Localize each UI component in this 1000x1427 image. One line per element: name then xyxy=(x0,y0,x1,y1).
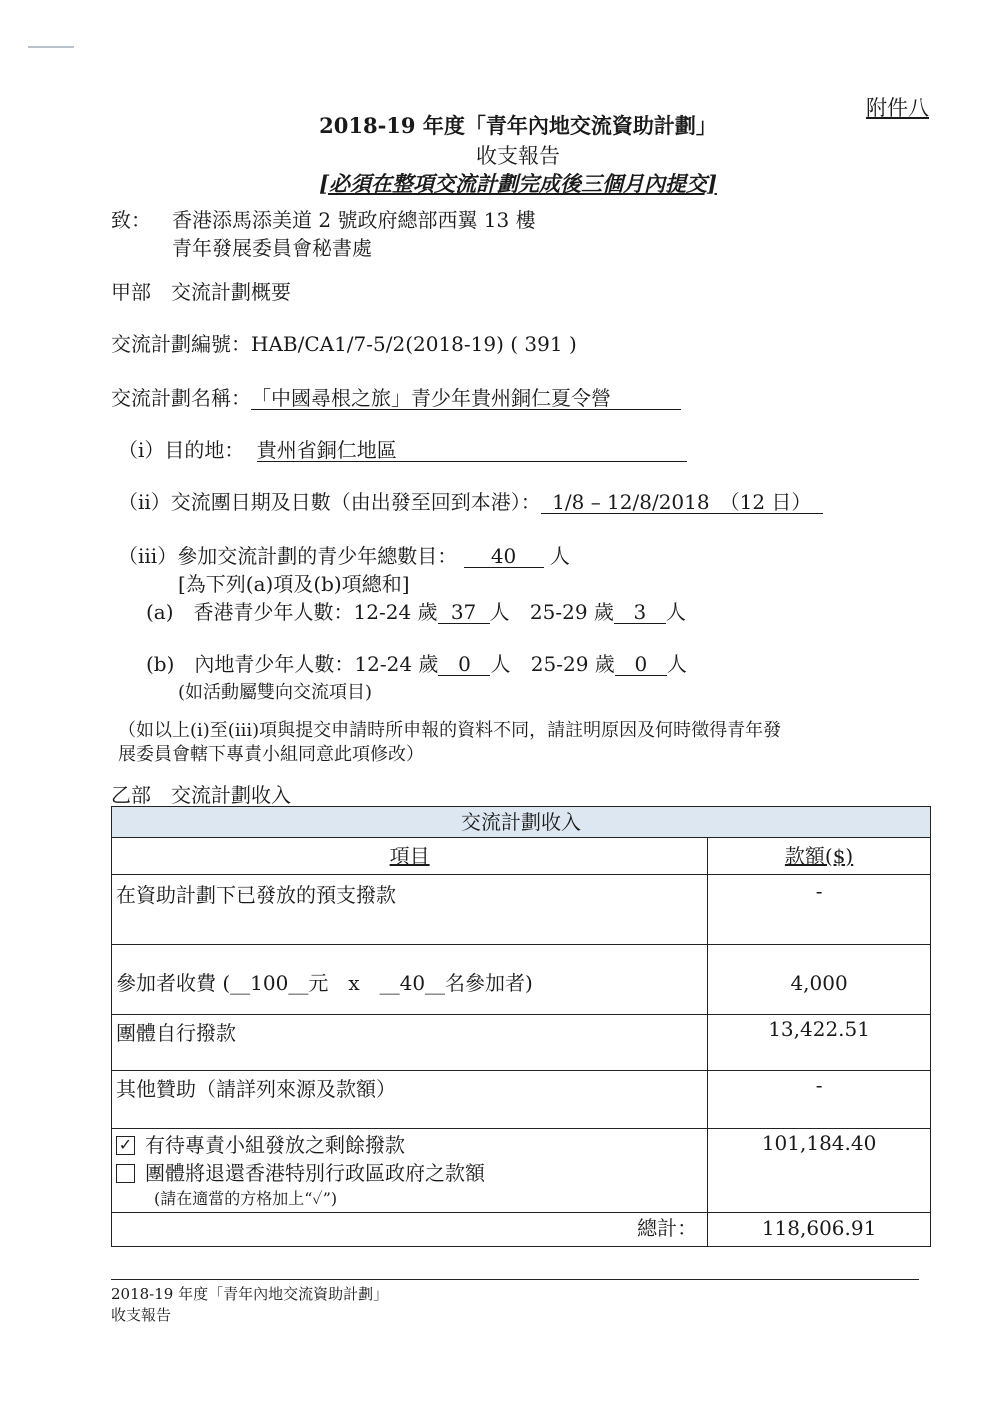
checkbox-remaining-grant-label: 有待專責小組發放之剩餘撥款 xyxy=(145,1133,405,1157)
total-participants-row xyxy=(118,540,570,569)
table-row xyxy=(112,875,931,945)
ml-age-1224-label: 12-24 歲 xyxy=(354,652,439,676)
total-participants-label: （iii）參加交流計劃的青少年總數目： xyxy=(118,544,458,568)
destination-row xyxy=(118,434,687,463)
destination-label: （i）目的地： xyxy=(118,438,245,462)
hk-age-2529-value: 3 xyxy=(614,601,666,624)
row-item-other-sponsorship: 其他贊助（請詳列來源及款額） xyxy=(112,1071,708,1129)
hk-youth-row xyxy=(146,596,686,625)
document-subtitle: 收支報告 xyxy=(476,144,560,168)
submission-deadline-note: [必須在整項交流計劃完成後三個月內提交] xyxy=(319,171,717,196)
checkbox-refund-label: 團體將退還香港特別行政區政府之款額 xyxy=(145,1161,485,1185)
total-label: 總計： xyxy=(112,1213,708,1247)
part-a-heading: 甲部 交流計劃概要 xyxy=(111,280,291,304)
row-item-advance: 在資助計劃下已發放的預支撥款 xyxy=(112,875,708,945)
addressee-label: 致： xyxy=(111,208,151,232)
dates-value: 1/8 – 12/8/2018 （12 日） xyxy=(541,491,823,514)
income-table-title: 交流計劃收入 xyxy=(112,807,931,838)
checkbox-hint: (請在適當的方格加上“✓”) xyxy=(154,1189,338,1208)
total-participants-value: 40 xyxy=(464,545,544,568)
part-b-heading: 乙部 交流計劃收入 xyxy=(111,783,291,807)
hk-age-1224-value: 37 xyxy=(438,601,490,624)
income-table xyxy=(111,806,931,1247)
footer-line2: 收支報告 xyxy=(111,1306,172,1324)
project-ref-value: HAB/CA1/7-5/2(2018-19) ( 391 ) xyxy=(251,332,577,356)
ml-age-1224-value: 0 xyxy=(438,653,490,676)
row-amount-self-funding: 13,422.51 xyxy=(708,1015,931,1071)
mainland-youth-label: (b) 內地青少年人數： xyxy=(146,652,355,676)
hk-youth-label: (a) 香港青少年人數： xyxy=(146,600,354,624)
table-row xyxy=(112,1071,931,1129)
row-amount-balance: 101,184.40 xyxy=(708,1129,931,1213)
amendment-remark-line2: 展委員會轄下專責小組同意此項修改） xyxy=(118,744,424,765)
destination-value: 貴州省銅仁地區 xyxy=(257,439,687,462)
total-amount: 118,606.91 xyxy=(708,1213,931,1247)
table-row xyxy=(112,1129,931,1213)
checkbox-refund-row xyxy=(116,1159,707,1187)
document-title: 2018-19 年度「青年內地交流資助計劃」 xyxy=(319,113,717,138)
total-participants-note: [為下列(a)項及(b)項總和] xyxy=(178,572,410,596)
amendment-remark-line1: （如以上(i)至(iii)項與提交申請時所申報的資料不同，請註明原因及何時徵得青年發 xyxy=(118,720,782,741)
table-row-total xyxy=(112,1213,931,1247)
footer-line1: 2018-19 年度「青年內地交流資助計劃」 xyxy=(111,1285,389,1303)
table-row xyxy=(112,945,931,1015)
table-row xyxy=(112,1015,931,1071)
addressee-line1: 香港添馬添美道 2 號政府總部西翼 13 樓 xyxy=(172,208,536,232)
hk-age-1224-label: 12-24 歲 xyxy=(353,600,438,624)
project-name-row xyxy=(111,382,681,411)
col-header-item: 項目 xyxy=(112,838,708,875)
project-name-label: 交流計劃名稱： xyxy=(111,386,251,410)
col-header-amount: 款額($) xyxy=(708,838,931,875)
addressee-line2: 青年發展委員會秘書處 xyxy=(172,236,372,260)
ml-unit-2: 人 xyxy=(666,652,687,676)
scan-artifact xyxy=(28,46,74,48)
checkbox-remaining-grant-row xyxy=(116,1131,707,1159)
dates-label: （ii）交流團日期及日數（由出發至回到本港）： xyxy=(118,490,541,514)
row-amount-participant-fee: 4,000 xyxy=(708,945,931,1015)
hk-age-2529-label: 25-29 歲 xyxy=(529,600,614,624)
hk-unit-2: 人 xyxy=(665,600,686,624)
row-item-balance-options xyxy=(112,1129,708,1213)
hk-unit-1: 人 xyxy=(489,600,510,624)
annex-label: 附件八 xyxy=(866,96,929,120)
mainland-youth-note: (如活動屬雙向交流項目) xyxy=(178,682,373,703)
ml-age-2529-label: 25-29 歲 xyxy=(530,652,615,676)
project-ref-label: 交流計劃編號： xyxy=(111,332,251,356)
checkbox-refund[interactable] xyxy=(116,1164,135,1183)
mainland-youth-row xyxy=(146,648,687,677)
footer-divider xyxy=(111,1279,919,1280)
total-participants-unit: 人 xyxy=(549,544,570,568)
checkbox-remaining-grant[interactable]: ✓ xyxy=(116,1136,135,1155)
ml-age-2529-value: 0 xyxy=(615,653,667,676)
row-amount-advance: - xyxy=(708,875,931,945)
project-ref-row xyxy=(111,328,577,357)
ml-unit-1: 人 xyxy=(490,652,511,676)
row-item-self-funding: 團體自行撥款 xyxy=(112,1015,708,1071)
project-name-value: 「中國尋根之旅」青少年貴州銅仁夏令營 xyxy=(251,387,681,410)
dates-row xyxy=(118,486,823,515)
row-amount-other-sponsorship: - xyxy=(708,1071,931,1129)
row-item-participant-fee: 參加者收費 (__100__元 x __40__名參加者) xyxy=(112,945,708,1015)
